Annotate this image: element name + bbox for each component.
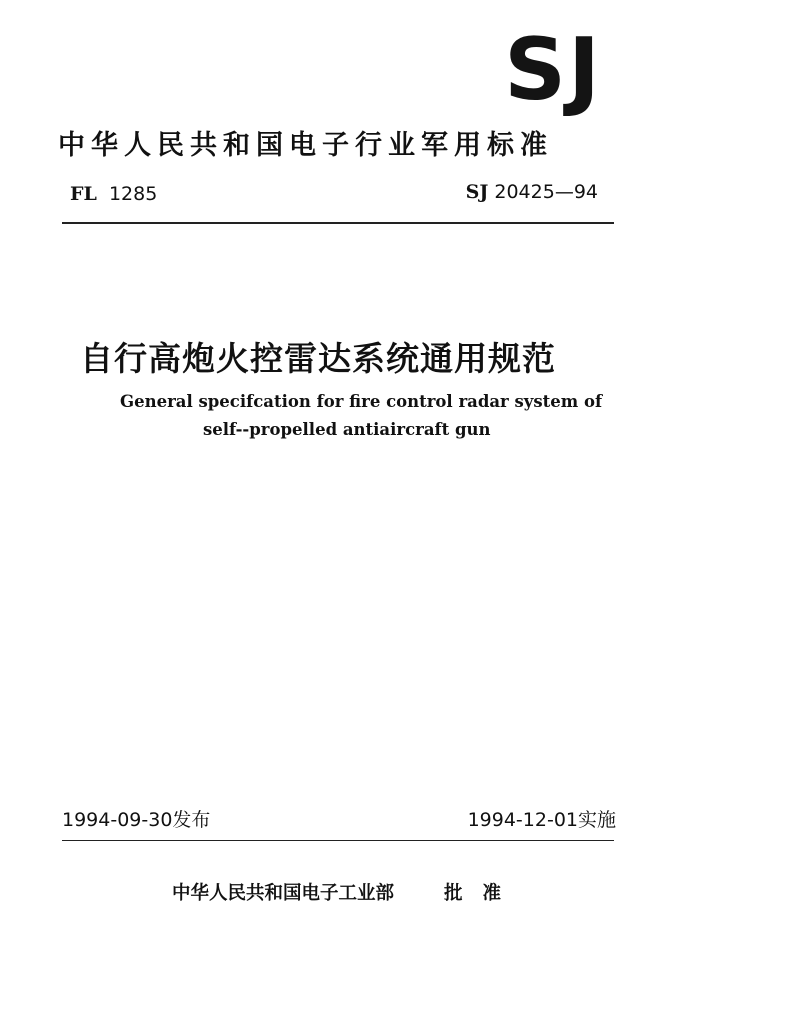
standard-number	[466, 178, 598, 206]
classification-code	[70, 180, 157, 208]
document-title-english-line1: General specifcation for fire control radar system of	[120, 392, 603, 411]
implementation-date: 1994-12-01实施	[467, 809, 616, 831]
document-title-chinese: 自行高炮火控雷达系统通用规范	[80, 339, 556, 378]
standard-number-value: 20425—94	[494, 181, 598, 203]
issue-date: 1994-09-30发布	[62, 809, 211, 831]
bottom-divider	[62, 840, 614, 841]
document-title-english-line2: self--propelled antiaircraft gun	[203, 420, 491, 439]
classification-prefix: FL	[70, 183, 97, 205]
standard-category: 中华人民共和国电子行业军用标准	[58, 130, 553, 161]
approving-authority: 中华人民共和国电子工业部	[172, 883, 395, 904]
approval-word: 批准	[444, 883, 522, 904]
classification-number: 1285	[108, 183, 158, 205]
sj-logo: SJ	[504, 20, 602, 120]
standard-prefix: SJ	[465, 181, 489, 203]
top-divider	[62, 222, 614, 224]
